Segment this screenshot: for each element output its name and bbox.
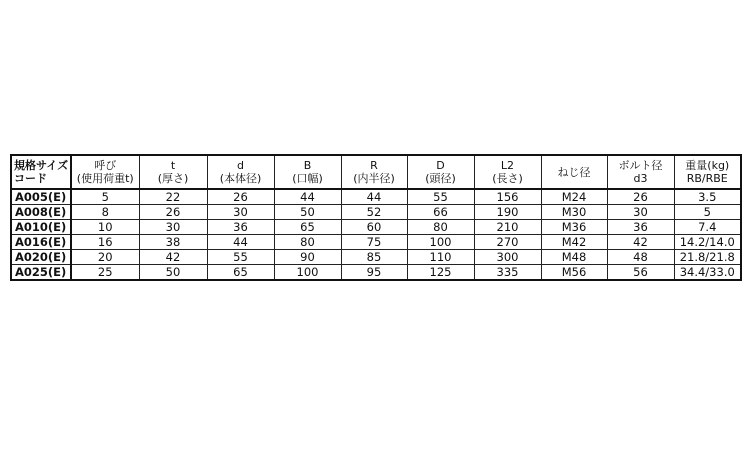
table-row: [11, 235, 741, 250]
table-cell: 26: [139, 205, 207, 220]
table-cell: 22: [139, 189, 207, 205]
table-cell: 14.2/14.0: [674, 235, 741, 250]
table-cell: 34.4/33.0: [674, 265, 741, 281]
table-row: [11, 189, 741, 205]
table-cell: 44: [274, 189, 341, 205]
table-cell: 80: [407, 220, 474, 235]
table-cell: 50: [274, 205, 341, 220]
row-size-code: A016(E): [11, 235, 71, 250]
table-cell: 95: [341, 265, 407, 281]
table-cell: 55: [407, 189, 474, 205]
table-cell: 30: [607, 205, 674, 220]
table-cell: 7.4: [674, 220, 741, 235]
table-cell: 44: [341, 189, 407, 205]
table-cell: M42: [541, 235, 607, 250]
table-row: [11, 250, 741, 265]
header-head-diameter: D (頭径): [407, 155, 474, 189]
table-cell: 8: [71, 205, 139, 220]
header-length: L2 (長さ): [474, 155, 541, 189]
table-cell: 60: [341, 220, 407, 235]
header-nominal: 呼び (使用荷重t): [71, 155, 139, 189]
header-inner-radius: R (内半径): [341, 155, 407, 189]
table-cell: 36: [607, 220, 674, 235]
table-cell: 300: [474, 250, 541, 265]
table-cell: 210: [474, 220, 541, 235]
table-cell: 5: [674, 205, 741, 220]
table-body: [11, 189, 741, 280]
table-cell: 65: [207, 265, 274, 281]
header-bolt-diameter: ボルト径 d3: [607, 155, 674, 189]
header-size-code: 規格サイズ コード: [11, 155, 71, 189]
header-opening-width: B (口幅): [274, 155, 341, 189]
row-size-code: A020(E): [11, 250, 71, 265]
table-cell: 38: [139, 235, 207, 250]
table-cell: 66: [407, 205, 474, 220]
table-cell: 52: [341, 205, 407, 220]
table-cell: 26: [607, 189, 674, 205]
table-cell: 156: [474, 189, 541, 205]
table-cell: 100: [274, 265, 341, 281]
table-cell: 36: [207, 220, 274, 235]
row-size-code: A025(E): [11, 265, 71, 281]
table-cell: 30: [207, 205, 274, 220]
table-cell: 85: [341, 250, 407, 265]
table-cell: 21.8/21.8: [674, 250, 741, 265]
header-thread-size: ねじ径: [541, 155, 607, 189]
table-cell: 16: [71, 235, 139, 250]
table-cell: 48: [607, 250, 674, 265]
table-cell: 50: [139, 265, 207, 281]
table-cell: 5: [71, 189, 139, 205]
table-cell: 56: [607, 265, 674, 281]
table-cell: 270: [474, 235, 541, 250]
row-size-code: A008(E): [11, 205, 71, 220]
table-cell: 125: [407, 265, 474, 281]
table-cell: 65: [274, 220, 341, 235]
table-row: [11, 220, 741, 235]
table-cell: 42: [607, 235, 674, 250]
table-cell: 3.5: [674, 189, 741, 205]
table-cell: 55: [207, 250, 274, 265]
table-cell: 80: [274, 235, 341, 250]
table-cell: M24: [541, 189, 607, 205]
header-row: [11, 155, 741, 189]
header-body-diameter: d (本体径): [207, 155, 274, 189]
table-cell: 335: [474, 265, 541, 281]
table-cell: 20: [71, 250, 139, 265]
header-weight: 重量(kg) RB/RBE: [674, 155, 741, 189]
table-cell: 42: [139, 250, 207, 265]
table-cell: 10: [71, 220, 139, 235]
row-size-code: A010(E): [11, 220, 71, 235]
table-cell: 100: [407, 235, 474, 250]
table-cell: 44: [207, 235, 274, 250]
table-cell: 26: [207, 189, 274, 205]
table-cell: M56: [541, 265, 607, 281]
table-cell: M30: [541, 205, 607, 220]
table-cell: 75: [341, 235, 407, 250]
table-cell: 30: [139, 220, 207, 235]
table-header: [11, 155, 741, 189]
table-cell: 110: [407, 250, 474, 265]
table-cell: 190: [474, 205, 541, 220]
header-thickness: t (厚さ): [139, 155, 207, 189]
table-cell: 90: [274, 250, 341, 265]
spec-table: [10, 154, 742, 281]
row-size-code: A005(E): [11, 189, 71, 205]
table-row: [11, 265, 741, 281]
table-cell: M48: [541, 250, 607, 265]
table-cell: 25: [71, 265, 139, 281]
table-row: [11, 205, 741, 220]
table-cell: M36: [541, 220, 607, 235]
